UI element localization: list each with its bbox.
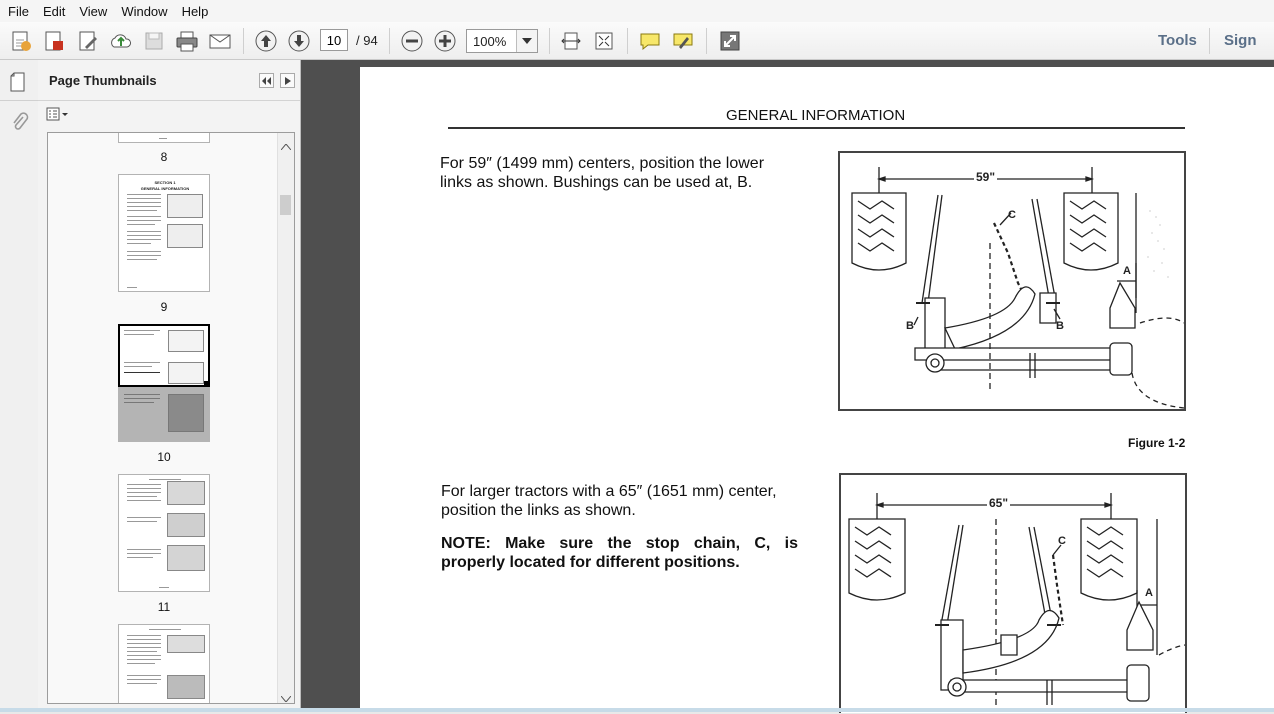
- text-line: properly located for different positions.: [441, 554, 740, 571]
- pdf-export-icon[interactable]: [41, 28, 67, 54]
- note-paragraph: [441, 534, 798, 572]
- dimension-label: 59": [976, 170, 996, 184]
- thumbnail-label: 11: [157, 600, 171, 614]
- comment-icon[interactable]: [637, 28, 663, 54]
- text-line: NOTE: Make sure the stop chain, C, is: [441, 535, 798, 552]
- chevron-down-icon[interactable]: [516, 30, 537, 52]
- edit-pdf-icon[interactable]: [75, 28, 101, 54]
- page-number-input[interactable]: [320, 29, 348, 51]
- text-line: For 59″ (1499 mm) centers, position the lower: [440, 155, 765, 172]
- thumbnail-page-10[interactable]: [118, 324, 210, 442]
- paragraph-65-center: [441, 482, 777, 520]
- navigation-rail: [0, 60, 39, 708]
- thumbnail-options-icon[interactable]: [46, 106, 70, 122]
- label-b-left: B: [906, 320, 914, 332]
- scrollbar-thumb[interactable]: [280, 195, 291, 215]
- toolbar: [0, 22, 1274, 60]
- fit-page-icon[interactable]: [591, 28, 617, 54]
- collapse-panel-icon[interactable]: [259, 73, 274, 88]
- label-b-right: B: [1056, 320, 1064, 332]
- menu-bar: [0, 0, 1274, 23]
- label-a: A: [1123, 265, 1131, 277]
- page-count: / 94: [356, 33, 378, 48]
- text-line: links as shown. Bushings can be used at, B.: [440, 174, 753, 191]
- hitch-diagram-65: [841, 475, 1185, 711]
- zoom-value: 100%: [473, 34, 507, 49]
- thumbnail-page-11[interactable]: [118, 474, 210, 592]
- text-line: For larger tractors with a 65″ (1651 mm) center,: [441, 483, 777, 500]
- thumbnail-page-8[interactable]: [118, 132, 210, 143]
- upload-cloud-icon[interactable]: [108, 28, 134, 54]
- create-pdf-icon[interactable]: [8, 28, 34, 54]
- thumbnail-label: 8: [160, 150, 168, 164]
- label-a: A: [1145, 587, 1153, 599]
- tools-button[interactable]: Tools: [1158, 32, 1197, 49]
- thumbnail-label: 10: [157, 450, 171, 464]
- thumbnail-scrollbar[interactable]: [277, 133, 294, 703]
- heading-rule: [448, 127, 1185, 129]
- figure-1-3: [839, 473, 1187, 713]
- thumbnail-label: 9: [160, 300, 168, 314]
- sign-button[interactable]: Sign: [1224, 32, 1257, 49]
- previous-page-icon[interactable]: [253, 28, 279, 54]
- thumbnail-page-12[interactable]: [118, 624, 210, 704]
- zoom-out-icon[interactable]: [399, 28, 425, 54]
- menu-file[interactable]: File: [8, 3, 29, 19]
- resize-handle[interactable]: [204, 381, 210, 387]
- hitch-diagram-59: [840, 153, 1184, 409]
- full-screen-icon[interactable]: [717, 28, 743, 54]
- menu-window[interactable]: Window: [121, 3, 168, 19]
- figure-caption: Figure 1-2: [1128, 436, 1186, 450]
- text-line: position the links as shown.: [441, 502, 636, 519]
- scroll-down-icon[interactable]: [281, 691, 291, 704]
- document-page: [360, 67, 1274, 708]
- zoom-in-icon[interactable]: [432, 28, 458, 54]
- thumbnail-list[interactable]: [47, 132, 295, 704]
- fit-width-icon[interactable]: [558, 28, 584, 54]
- document-viewer[interactable]: [301, 60, 1274, 708]
- print-icon[interactable]: [174, 28, 200, 54]
- panel-header: [38, 60, 300, 101]
- thumbnail-text: GENERAL INFORMATION: [140, 186, 190, 191]
- menu-edit[interactable]: Edit: [42, 3, 66, 19]
- figure-1-2: [838, 151, 1186, 411]
- label-c: C: [1058, 535, 1066, 547]
- zoom-select[interactable]: [466, 29, 538, 53]
- page-heading: GENERAL INFORMATION: [726, 107, 906, 124]
- save-icon[interactable]: [141, 28, 167, 54]
- scroll-up-icon[interactable]: [281, 139, 291, 153]
- dimension-label: 65": [989, 496, 1009, 510]
- viewport-indicator[interactable]: [118, 324, 210, 387]
- email-icon[interactable]: [207, 28, 233, 54]
- next-page-icon[interactable]: [286, 28, 312, 54]
- status-strip: [0, 708, 1274, 712]
- page-thumbnails-icon[interactable]: [8, 70, 30, 97]
- thumbnail-page-9[interactable]: [118, 174, 210, 292]
- label-c: C: [1008, 209, 1016, 221]
- attachments-icon[interactable]: [8, 110, 30, 137]
- paragraph-59-centers: [440, 154, 764, 192]
- expand-panel-icon[interactable]: [280, 73, 295, 88]
- highlight-icon[interactable]: [670, 28, 696, 54]
- thumbnail-text: SECTION 1: [154, 180, 176, 185]
- menu-help[interactable]: Help: [181, 3, 209, 19]
- panel-title: Page Thumbnails: [49, 73, 157, 88]
- page-thumbnails-panel: [38, 60, 301, 708]
- menu-view[interactable]: View: [79, 3, 108, 19]
